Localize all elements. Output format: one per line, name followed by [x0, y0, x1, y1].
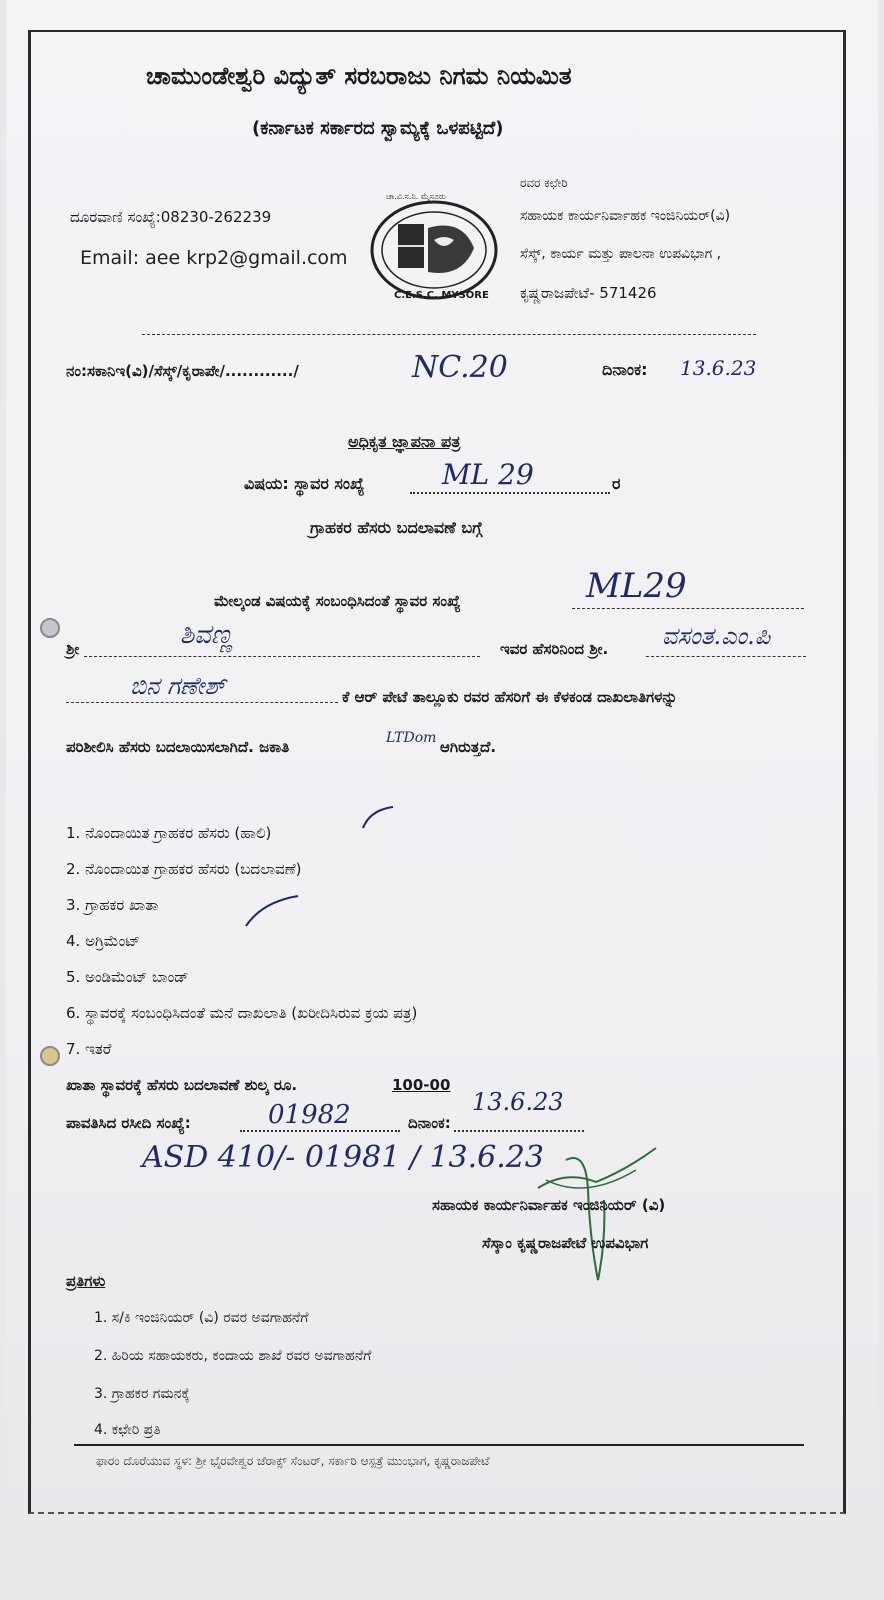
document-item-7: 7. ಇತರೆ: [66, 1040, 112, 1058]
office-line-2: ಸಹಾಯಕ ಕಾರ್ಯನಿರ್ವಾಹಕ ಇಂಜಿನಿಯರ್(ವಿ): [520, 208, 731, 224]
new-name-value: ವಸಂತ.ಎಂ.ಪಿ: [662, 622, 771, 650]
fee-label: ಖಾತಾ ಸ್ಥಾವರಕ್ಕೆ ಹೆಸರು ಬದಲಾವಣೆ ಶುಲ್ಕ ರೂ.: [66, 1076, 298, 1094]
from-name-label: ಇವರ ಹೆಸರಿನಿಂದ ಶ್ರೀ.: [500, 640, 609, 658]
office-line-3: ಸೆಸ್ಕ್, ಕಾರ್ಯ ಮತ್ತು ಪಾಲನಾ ಉಪವಿಭಾಗ ,: [520, 246, 722, 262]
receipt-label: ಪಾವತಿಸಿದ ರಸೀದಿ ಸಂಖ್ಯೆ:: [66, 1114, 191, 1132]
copy-item-4: 4. ಕಛೇರಿ ಪ್ರತಿ: [94, 1422, 161, 1438]
org-subtitle: (ಕರ್ನಾಟಕ ಸರ್ಕಾರದ ಸ್ವಾಮ್ಯಕ್ಕೆ ಒಳಪಟ್ಟಿದೆ): [252, 118, 504, 139]
para-line-3: ಕೆ ಆರ್ ಪೇಟೆ ತಾಲ್ಲೂಕು ರವರ ಹೆಸರಿಗೆ ಈ ಕೆಳಕಂಡ ದಾಖಲಾತಿಗಳನ್ನು: [342, 688, 678, 706]
receipt-number-value: 01982: [268, 1100, 351, 1130]
signatory-designation: ಸಹಾಯಕ ಕಾರ್ಯನಿರ್ವಾಹಕ ಇಂಜಿನಿಯರ್ (ವಿ): [432, 1196, 666, 1214]
tariff-value: LTDom: [386, 730, 437, 746]
receipt-date-label: ದಿನಾಂಕ:: [408, 1114, 451, 1132]
receipt-dotted-line: [240, 1130, 400, 1132]
header-divider: [142, 334, 756, 335]
fee-amount: 100-00: [392, 1076, 451, 1094]
document-item-3: 3. ಗ್ರಾಹಕರ ಖಾತಾ: [66, 896, 159, 914]
footer-divider: [74, 1444, 804, 1446]
document-item-2: 2. ನೊಂದಾಯಿತ ಗ್ರಾಹಕರ ಹೆಸರು (ಬದಲಾವಣೆ): [66, 860, 302, 878]
old-name-line: [84, 656, 480, 657]
shri-prefix: ಶ್ರೀ: [66, 640, 80, 658]
new-name-cont-value: ಬಿನ ಗಣೇಶ್: [130, 672, 226, 700]
document-item-4: 4. ಅಗ್ರಿಮೆಂಟ್: [66, 932, 140, 950]
phone-number: ದೂರವಾಣಿ ಸಂಖ್ಯೆ:08230-262239: [70, 208, 272, 226]
office-line-1: ರವರ ಕಛೇರಿ: [520, 176, 568, 190]
handwritten-note: ASD 410/- 01981 / 13.6.23: [142, 1140, 544, 1175]
reference-number-value: NC.20: [412, 350, 508, 385]
subject-line-2: ಗ್ರಾಹಕರ ಹೆಸರು ಬದಲಾವಣೆ ಬಗ್ಗೆ: [310, 518, 483, 537]
date-label: ದಿನಾಂಕ:: [602, 360, 648, 379]
document-item-5: 5. ಅಂಡಿಮೆಂಟ್ ಬಾಂಡ್: [66, 968, 189, 986]
subject-installation-value: ML 29: [442, 458, 534, 491]
signatory-office: ಸೆಸ್ಕಾಂ ಕೃಷ್ಣರಾಜಪೇಟೆ ಉಪವಿಭಾಗ: [482, 1234, 649, 1252]
para-intro: ಮೇಲ್ಕಂಡ ವಿಷಯಕ್ಕೆ ಸಂಬಂಧಿಸಿದಂತೆ ಸ್ಥಾವರ ಸಂಖ್ಯೆ: [214, 592, 461, 610]
document-page: [6, 0, 878, 1600]
copies-heading: ಪ್ರತಿಗಳು: [66, 1272, 106, 1290]
new-name-cont-line: [66, 702, 338, 703]
email-address: Email: aee krp2@gmail.com: [80, 247, 348, 269]
binder-hole: [40, 618, 60, 638]
seal-text-top: ಚಾ.ವಿ.ಸ.ನಿ. ಮೈಸೂರು: [386, 192, 446, 201]
document-item-6: 6. ಸ್ಥಾವರಕ್ಕೆ ಸಂಬಂಧಿಸಿದಂತೆ ಮನೆ ದಾಖಲಾತಿ (ಖರೀದಿಸಿರುವ ಕ್ರಯ ಪತ್ರ): [66, 1004, 418, 1022]
copy-item-2: 2. ಹಿರಿಯ ಸಹಾಯಕರು, ಕಂದಾಯ ಶಾಖೆ ರವರ ಅವಗಾಹನೆಗೆ: [94, 1348, 372, 1364]
check-mark-icon: [242, 892, 302, 928]
copy-item-1: 1. ಸ/ಕಿ ಇಂಜಿನಿಯರ್ (ವಿ) ರವರ ಅವಗಾಹನೆಗೆ: [94, 1310, 309, 1326]
para-line-4a: ಪರಿಶೀಲಿಸಿ ಹೆಸರು ಬದಲಾಯಿಸಲಾಗಿದೆ. ಜಕಾತಿ: [66, 738, 290, 756]
memo-title: ಅಧಿಕೃತ ಜ್ಞಾಪನಾ ಪತ್ರ: [348, 432, 461, 451]
para-installation-value: ML29: [586, 566, 687, 606]
subject-suffix: ರ: [612, 474, 621, 493]
old-name-value: ಶಿವಣ್ಣ: [180, 620, 234, 650]
date-value: 13.6.23: [680, 356, 757, 380]
para-line-4b: ಆಗಿರುತ್ತದೆ.: [440, 738, 497, 756]
office-line-4: ಕೃಷ್ಣರಾಜಪೇಟೆ- 571426: [520, 284, 657, 302]
receipt-date-value: 13.6.23: [472, 1088, 564, 1116]
org-name: ಚಾಮುಂಡೇಶ್ವರಿ ವಿದ್ಯುತ್ ಸರಬರಾಜು ನಿಗಮ ನಿಯಮಿತ: [146, 62, 572, 90]
check-mark-icon: [360, 804, 396, 830]
installation-line: [572, 608, 804, 609]
reference-number-label: ನಂ:ಸಕಾನಿಇ(ವಿ)/ಸೆಸ್ಕ್/ಕೃರಾಪೇ/............/: [66, 362, 299, 380]
copy-item-3: 3. ಗ್ರಾಹಕರ ಗಮನಕ್ಕೆ: [94, 1386, 190, 1402]
subject-label: ವಿಷಯ: ಸ್ಥಾವರ ಸಂಖ್ಯೆ: [244, 474, 365, 493]
seal-text-bottom: C.E.S.C. MYSORE: [394, 290, 489, 301]
footer-note: ಫಾರಂ ದೊರೆಯುವ ಸ್ಥಳ: ಶ್ರೀ ಭೈರವೇಶ್ವರ ಜೆರಾಕ್ಸ್ ಸೆಂಟರ್, ಸರ್ಕಾರಿ ಆಸ್ಪತ್ರೆ ಮುಂಭಾಗ, ಕೃಷ್ಣರಾಜಪೇಟೆ: [96, 1454, 490, 1468]
new-name-line: [646, 656, 806, 657]
cesc-logo-seal: [362, 188, 502, 306]
document-item-1: 1. ನೊಂದಾಯಿತ ಗ್ರಾಹಕರ ಹೆಸರು (ಹಾಲಿ): [66, 824, 272, 842]
binder-hole: [40, 1046, 60, 1066]
subject-dotted-line: [410, 492, 610, 494]
